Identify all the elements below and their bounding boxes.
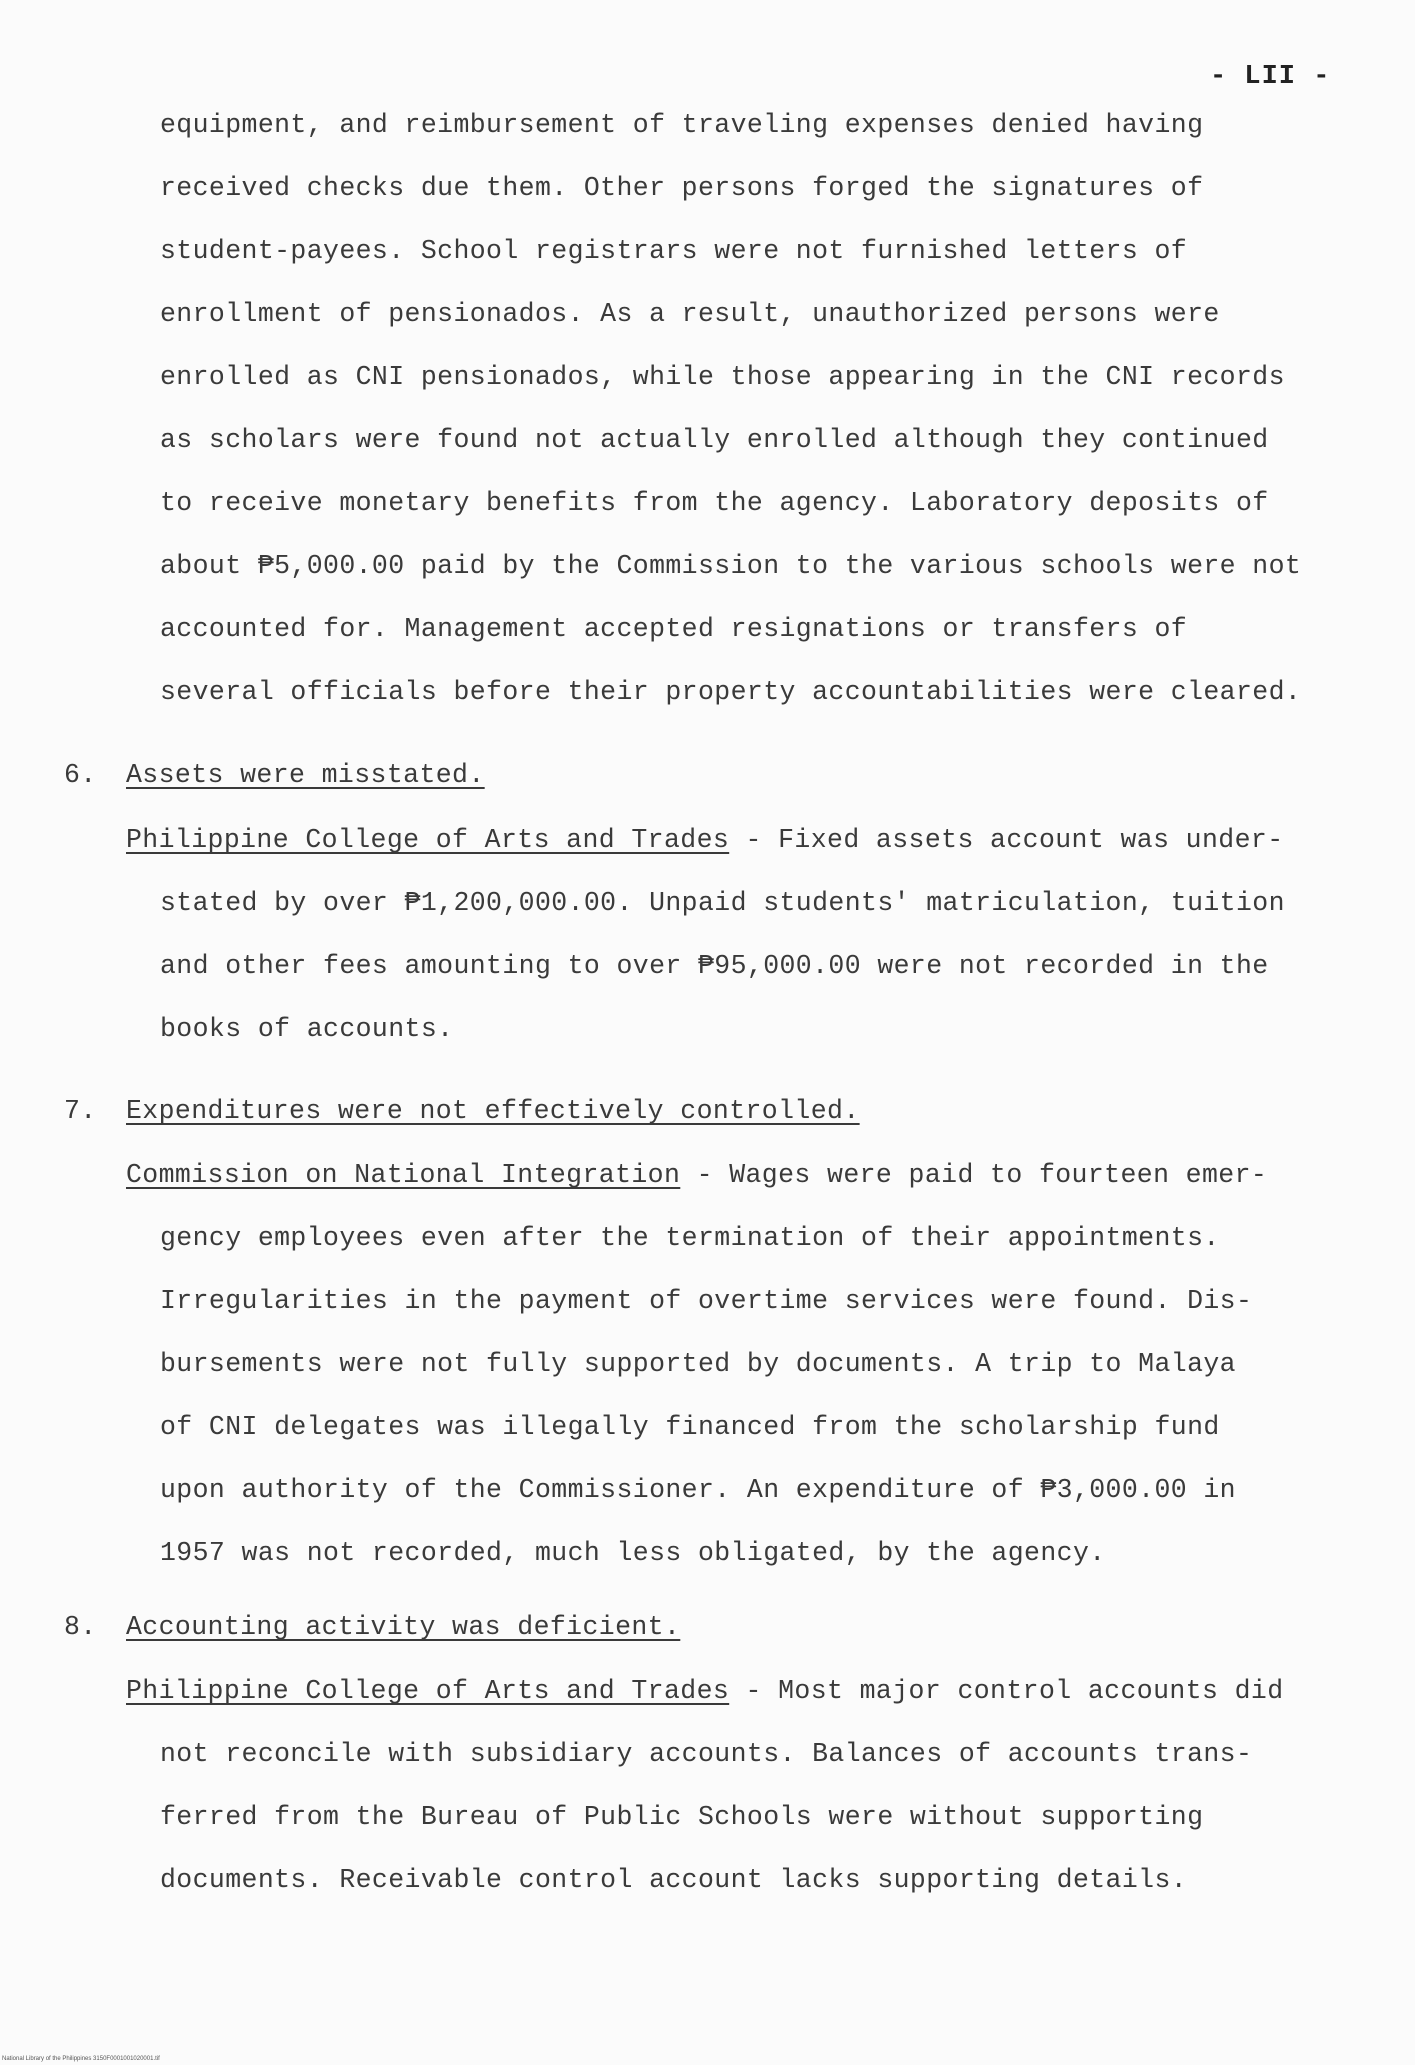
paragraph-line: received checks due them. Other persons forged the signatures of: [160, 173, 1204, 203]
item-7-entity-line: [126, 1160, 1267, 1190]
item-line: books of accounts.: [160, 1014, 454, 1044]
paragraph-line: as scholars were found not actually enrolled although they continued: [160, 425, 1269, 455]
item-8-heading-line: [64, 1612, 680, 1642]
entity-line-text: - Fixed assets account was under-: [729, 825, 1284, 855]
item-line: of CNI delegates was illegally financed from the scholarship fund: [160, 1412, 1220, 1442]
item-line: bursements were not fully supported by documents. A trip to Malaya: [160, 1349, 1236, 1379]
paragraph-line: student-payees. School registrars were not furnished letters of: [160, 236, 1188, 266]
item-line: stated by over ₱1,200,000.00. Unpaid students' matriculation, tuition: [160, 888, 1285, 918]
paragraph-line: accounted for. Management accepted resignations or transfers of: [160, 614, 1188, 644]
scan-footer: National Library of the Philippines 3150F0001001020001.tif: [2, 2056, 160, 2062]
item-8-entity-line: [126, 1676, 1284, 1706]
entity-line-text: - Most major control accounts did: [729, 1676, 1284, 1706]
paragraph-line: enrolled as CNI pensionados, while those appearing in the CNI records: [160, 362, 1285, 392]
item-heading: Expenditures were not effectively controlled.: [126, 1096, 860, 1126]
item-number: 7.: [64, 1096, 97, 1126]
entity-name: Philippine College of Arts and Trades: [126, 825, 730, 855]
paragraph-line: to receive monetary benefits from the agency. Laboratory deposits of: [160, 488, 1269, 518]
paragraph-line: equipment, and reimbursement of traveling expenses denied having: [160, 110, 1204, 140]
paragraph-line: about ₱5,000.00 paid by the Commission to the various schools were not: [160, 551, 1302, 581]
item-line: ferred from the Bureau of Public Schools were without supporting: [160, 1802, 1204, 1832]
entity-name: Commission on National Integration: [126, 1160, 681, 1190]
item-line: Irregularities in the payment of overtime services were found. Dis-: [160, 1286, 1253, 1316]
item-heading: Assets were misstated.: [126, 760, 485, 790]
item-line: upon authority of the Commissioner. An expenditure of ₱3,000.00 in: [160, 1475, 1236, 1505]
item-6-heading-line: [64, 760, 485, 790]
item-number: 8.: [64, 1612, 97, 1642]
item-7-heading-line: [64, 1096, 860, 1126]
item-number: 6.: [64, 760, 97, 790]
entity-name: Philippine College of Arts and Trades: [126, 1676, 730, 1706]
paragraph-line: several officials before their property accountabilities were cleared.: [160, 677, 1302, 707]
item-line: gency employees even after the termination of their appointments.: [160, 1223, 1220, 1253]
item-6-entity-line: [126, 825, 1284, 855]
page-number: - LII -: [1210, 62, 1331, 92]
item-line: 1957 was not recorded, much less obligated, by the agency.: [160, 1538, 1106, 1568]
item-line: and other fees amounting to over ₱95,000.00 were not recorded in the: [160, 951, 1269, 981]
paragraph-line: enrollment of pensionados. As a result, unauthorized persons were: [160, 299, 1220, 329]
item-line: documents. Receivable control account lacks supporting details.: [160, 1865, 1188, 1895]
entity-line-text: - Wages were paid to fourteen emer-: [680, 1160, 1268, 1190]
item-line: not reconcile with subsidiary accounts. Balances of accounts trans-: [160, 1739, 1253, 1769]
item-heading: Accounting activity was deficient.: [126, 1612, 681, 1642]
